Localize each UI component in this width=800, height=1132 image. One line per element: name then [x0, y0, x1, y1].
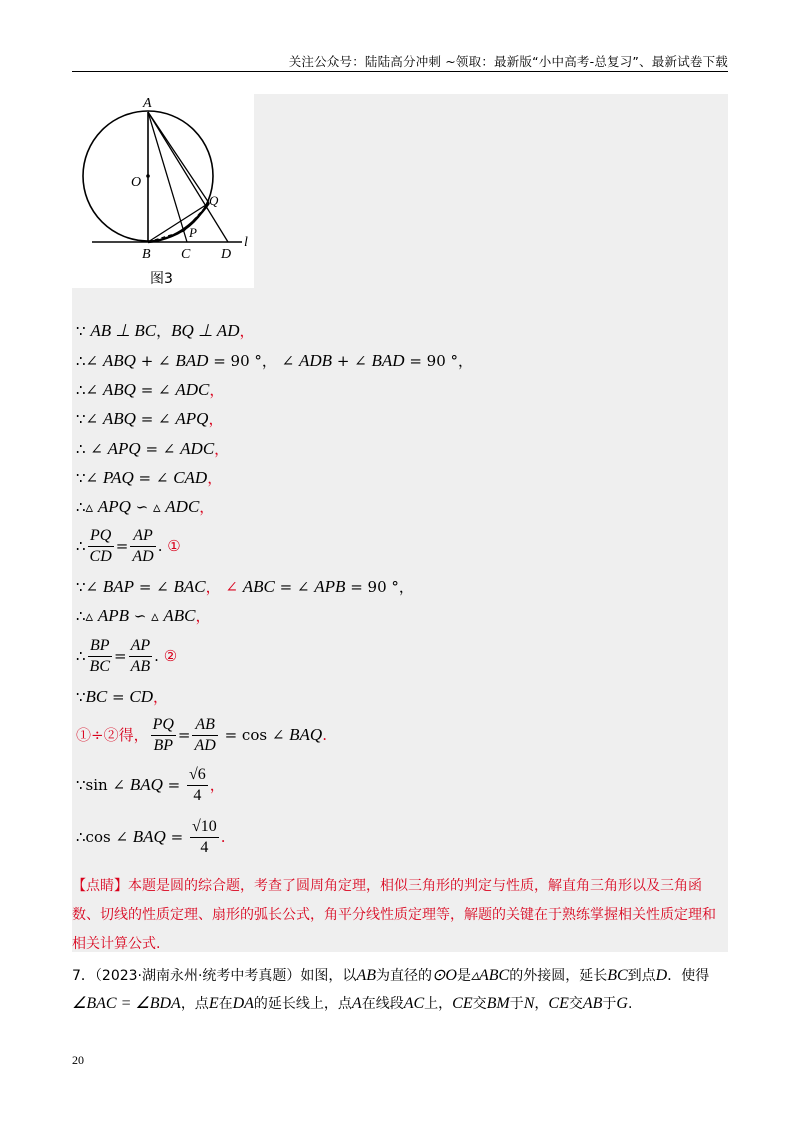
- segment-ad: [148, 112, 228, 242]
- page-header: 关注公众号：陆陆高分冲刺 ~领取：最新版“小中高考-总复习”、最新试卷下载: [288, 54, 728, 69]
- proof-line-12: ∵BC = CD，: [76, 687, 169, 706]
- proof-line-3: ∴∠ ABQ = ∠ ADC，: [76, 380, 225, 399]
- page-number: 20: [72, 1053, 84, 1067]
- figure-caption: 图3: [150, 271, 173, 287]
- geometry-figure: [72, 94, 254, 288]
- proof-line-5: ∴ ∠ APQ = ∠ ADC，: [76, 439, 230, 458]
- label-d: D: [221, 247, 232, 262]
- label-a: A: [143, 96, 152, 111]
- segment-aq: [148, 112, 209, 203]
- header-rule: [72, 71, 728, 72]
- proof-line-1: ∵ AB ⊥ BC，BQ ⊥ AD，: [76, 321, 255, 340]
- label-l: l: [244, 235, 248, 250]
- proof-line-10: ∴▵ APB ∽ ▵ ABC，: [76, 606, 211, 625]
- proof-line-11: ∴ $\frac{BP}{BC}$ = $\frac{AP}{AB}$ . ②: [76, 637, 178, 676]
- proof-line-15: ∴cos ∠ BAQ = $\frac{√10}{4}$ .: [76, 818, 226, 857]
- question-7: 7．（2023·湖南永州·统考中考真题）如图，以AB为直径的⊙O是▵ABC的外接圆，延长BC到点D．使得∠BAC = ∠BDA，点E在DA的延长线上，点A在线段AC上，CE交BM于N，CE交AB于G.: [72, 967, 710, 1012]
- proof-line-8: ∴ $\frac{PQ}{CD}$ = $\frac{AP}{AD}$ . ①: [76, 527, 181, 566]
- proof-line-2: ∴∠ ABQ + ∠ BAD = 90 °， ∠ ADB + ∠ BAD = 90 °，: [76, 351, 474, 370]
- key-point-comment: 【点睛】本题是圆的综合题，考查了圆周角定理，相似三角形的判定与性质，解直角三角形以及三角函数、切线的性质定理、扇形的弧长公式，角平分线性质定理等，解题的关键在于熟练掌握相关性质定理和相关计算公式.: [72, 878, 716, 952]
- proof-line-14: ∵sin ∠ BAQ = $\frac{√6}{4}$ ，: [76, 766, 225, 805]
- label-q: Q: [209, 193, 219, 208]
- segment-ac: [148, 112, 187, 242]
- proof-line-7: ∴▵ APQ ∽ ▵ ADC，: [76, 497, 215, 516]
- label-b: B: [142, 247, 151, 262]
- center-point-o: [146, 174, 150, 178]
- proof-line-6: ∵∠ PAQ = ∠ CAD，: [76, 468, 223, 487]
- proof-line-13: ①÷②得， $\frac{PQ}{BP}$ = $\frac{AB}{AD}$ = cos ∠ BAQ.: [76, 716, 327, 755]
- segment-bq: [148, 203, 209, 242]
- proof-line-9: ∵∠ BAP = ∠ BAC， ∠ ABC = ∠ APB = 90 °，: [76, 577, 414, 596]
- label-o: O: [131, 175, 142, 190]
- label-c: C: [181, 247, 191, 262]
- label-p: P: [189, 225, 197, 240]
- proof-line-4: ∵∠ ABQ = ∠ APQ，: [76, 409, 224, 428]
